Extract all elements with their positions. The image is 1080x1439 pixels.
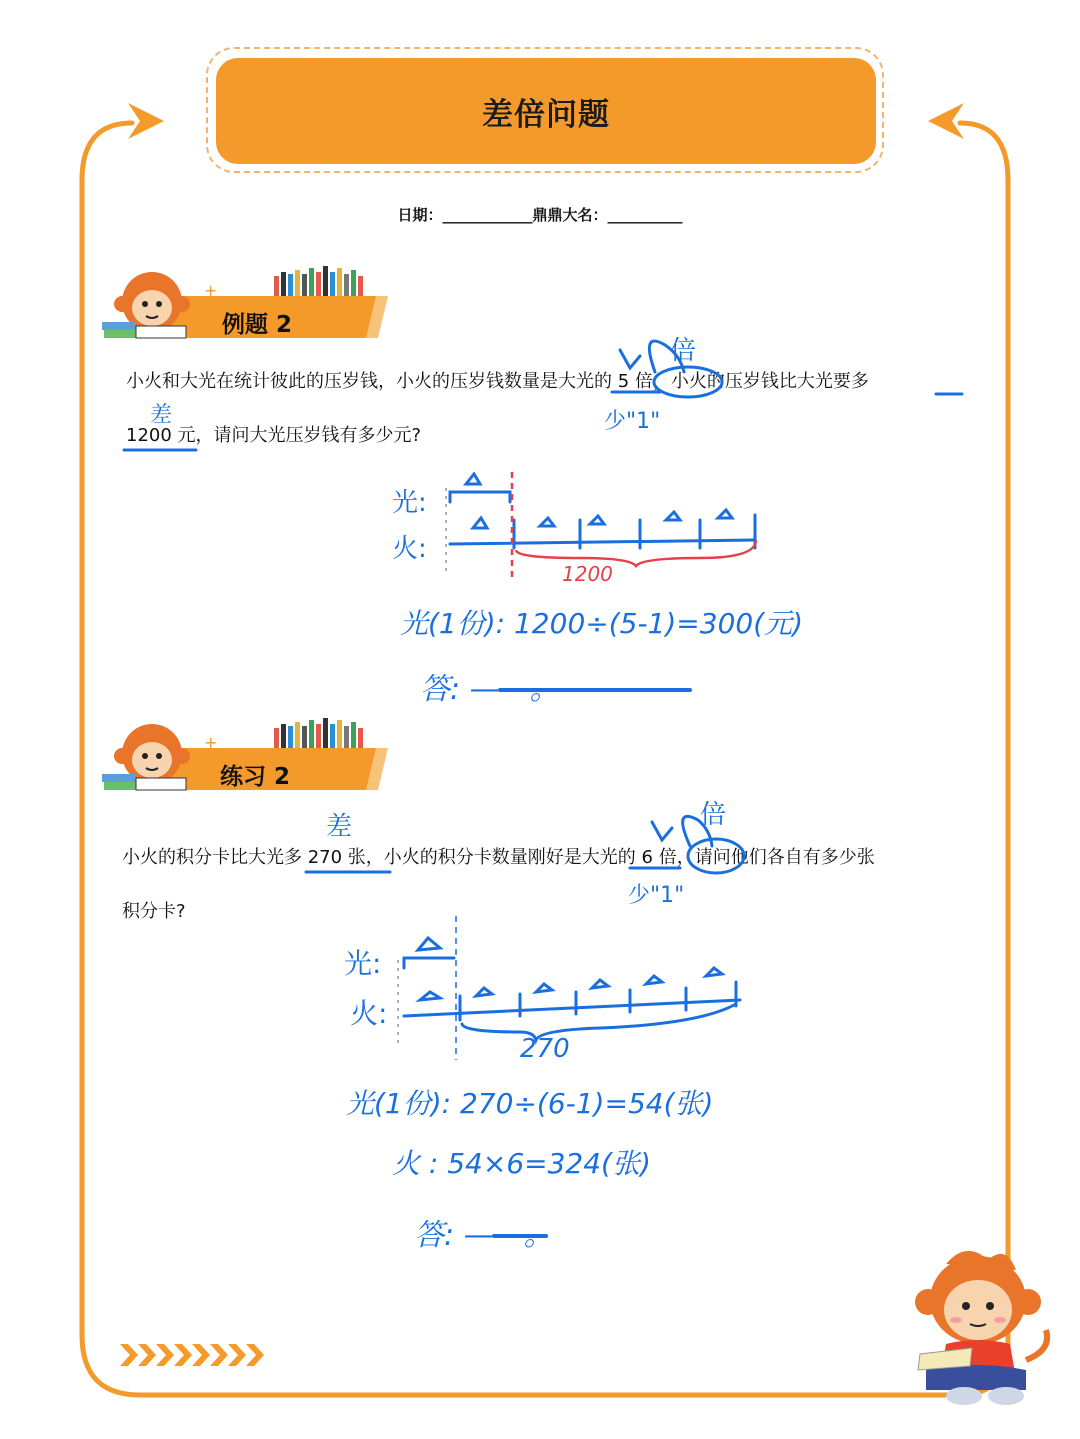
practice-hw-bei: 倍 <box>700 800 727 830</box>
example-hw-huo: 火: <box>392 534 427 564</box>
example-text-line2: 1200 元，请问大光压岁钱有多少元? <box>126 425 422 446</box>
date-name-line: 日期：____________鼎鼎大名：__________ <box>397 206 683 224</box>
example-label: 例题 2 <box>222 312 293 338</box>
practice-label: 练习 2 <box>220 764 291 790</box>
practice-text-line2: 积分卡? <box>122 901 186 922</box>
svg-text:+: + <box>204 281 218 300</box>
example-hw-bei: 倍 <box>670 336 697 366</box>
example-hw-answer: 答: ——。 <box>420 672 560 707</box>
example-hw-cha: 差 <box>150 403 173 428</box>
reading-monkey-mascot-icon <box>906 1240 1056 1410</box>
practice-hw-guang: 光: <box>344 947 382 980</box>
example-hw-1200: 1200 <box>562 562 613 586</box>
practice-text-line1: 小火的积分卡比大光多 270 张，小火的积分卡数量刚好是大光的 6 倍，请问他们各自有多少张 <box>122 847 875 868</box>
example-hw-guang: 光: <box>392 488 427 518</box>
practice-hw-huo: 火: <box>350 997 388 1030</box>
practice-hw-equation-1: 光(1份): 270÷(6-1)=54(张) <box>346 1087 714 1120</box>
example-hw-equation: 光(1份): 1200÷(5-1)=300(元) <box>400 607 804 640</box>
example-hw-shao1: 少"1" <box>604 409 661 434</box>
practice-hw-shao1: 少"1" <box>628 883 685 908</box>
svg-text:+: + <box>204 733 218 752</box>
practice-hw-answer: 答: ——。 <box>414 1218 554 1253</box>
page-title: 差倍问题 <box>482 96 610 133</box>
practice-hw-cha: 差 <box>326 812 353 842</box>
practice-hw-equation-2: 火 : 54×6=324(张) <box>392 1147 651 1180</box>
practice-hw-270: 270 <box>520 1034 570 1064</box>
example-text-line1: 小火和大光在统计彼此的压岁钱，小火的压岁钱数量是大光的 5 倍，小火的压岁钱比大光要多 <box>126 371 869 392</box>
